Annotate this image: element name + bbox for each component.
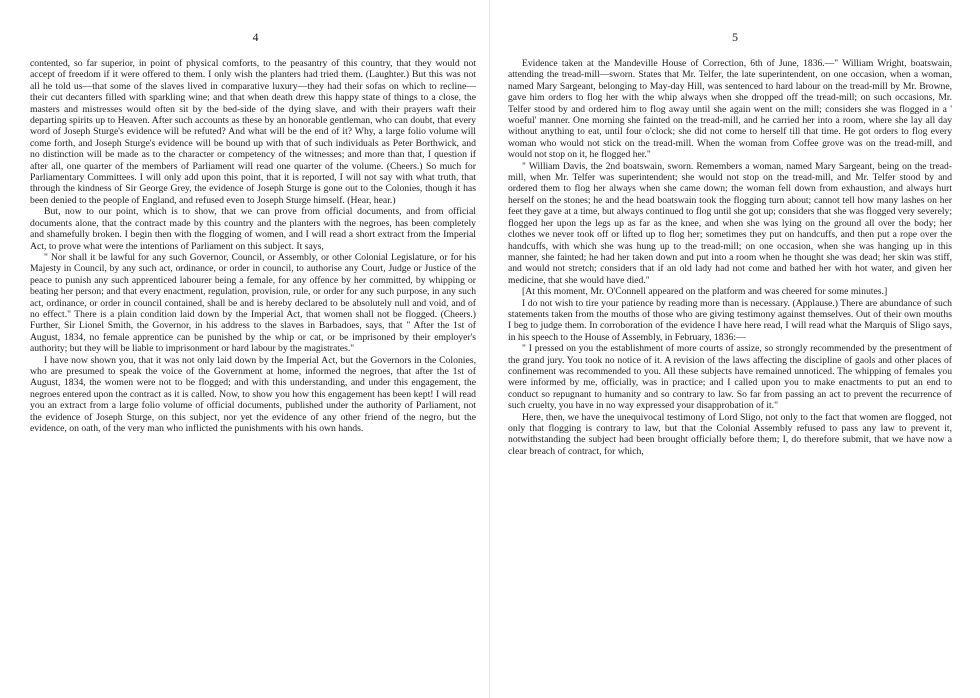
paragraph: contented, so far superior, in point of physical comforts, to the peasantry of this country, that they would not accept of freedom if it were offered to them. I only wish the planters had tried them. (Laughter.) But this was not all he told us—that some of the slaves lived in comparative luxury—they had their sofas on which to recline—their cut decanters filled with sparkling wine; and that when death drew this happy state of things to a close, the masters and mistresses would often sit by the bed-side of the dying slave, and with their prayers waft their departing spirits up to Heaven. After such accounts as these by an honorable gentleman, who can doubt, that every word of Joseph Sturge's evidence will be refuted? And what will be the end of it? Why, a large folio volume will come forth, and Joseph Sturge's evidence will be bound up with that of such individuals as Peter Borthwick, and no distinction will be made as to the character or competency of the witnesses; and more than that, I question if after all, one quarter of the members of Parliament will read one quarter of the volume. (Cheers.) So much for Parliamentary Committees. I will only add upon this point, that it is reported, I will not say with what truth, that through the kindness of Sir George Grey, the evidence of Joseph Sturge is gone out to the Colonies, though it has been denied to the people of England, and refused even to Joseph Sturge himself. (Hear, hear.)	[30, 58, 476, 206]
paragraph: Here, then, we have the unequivocal testimony of Lord Sligo, not only to the fact that women are flogged, not only that flogging is contrary to law, but that the Colonial Assembly refused to pass any law to prevent it, notwithstanding the subject had been brought officially before them; I, do therefore submit, that we have now a clear breach of contract, for which,	[508, 411, 952, 457]
quoted-paragraph: " William Davis, the 2nd boatswain, sworn. Remembers a woman, named Mary Sargeant, being on the tread-mill, when Mr. Telfer was superintendent; she would not stop on the tread-mill, and Mr. Telfer stood by and ordered them to flog her always when she came down; the woman fell down from exhaustion, and always hurt herself on the stones; he and the head boatswain took the flogging turn about; cannot tell how many lashes on her feet they gave at a time, but always continued to flog until she got up; considers that she was flogged very severely; flogged her upon the legs up as far as the knee, and when she was lying on the ground all over the body; her clothes we never took off or lifted up to flog her; sometimes they put on handcuffs, and then put a rope over the handcuffs, with which she was hung up to the tread-mill; on one occasion, when she was hanging up in this manner, she fainted; he had her taken down and put into a room when he thought she was dead; her skin was stiff, and would not stretch; considers that if an old lady had not come and bathed her with hot water, and given her medicine, that she would have died."	[508, 160, 952, 286]
page-right	[490, 0, 980, 698]
page-number: 5	[732, 30, 738, 44]
paragraph: I have now shown you, that it was not only laid down by the Imperial Act, but the Governors in the Colonies, who are presumed to speak the voice of the Government at home, informed the negroes, that after the 1st of August, 1834, the women were not to be flogged; and with this understanding, and under this engagement, the negroes entered upon the contract as it is called. Now, to show you how this engagement has been kept! I will read you an extract from a large folio volume of official documents, published under the authority of Parliament, not the evidence of Joseph Sturge, on this subject, nor yet the evidence of any other friend of the negro, but the evidence, on oath, of the very man who inflicted the punishments with his own hands.	[30, 354, 476, 434]
quoted-paragraph: " Nor shall it be lawful for any such Governor, Council, or Assembly, or other Colonial Legislature, or for his Majesty in Council, by any such act, ordinance, or order in council, to authorise any Court, Judge or Justice of the peace to punish any such apprenticed labourer being a female, for any offence by her committed, by whipping or beating her person; and that every enactment, regulation, provision, rule, or order for any such purpose, in any such act, ordinance, or order in council contained, shall be and is hereby declared to be absolutely null and void, and of no effect." There is a plain condition laid down by the Imperial Act, that women shall not be flogged. (Cheers.) Further, Sir Lionel Smith, the Governor, in his address to the slaves in Barbadoes, says, that " After the 1st of August, 1834, no female apprentice can be punished by the whip or cat, or be imprisoned by their employer's authority; but they will be liable to imprisonment or hard labour by the magistrates."	[30, 251, 476, 355]
quoted-paragraph: Evidence taken at the Mandeville House of Correction, 6th of June, 1836.—" William Wright, boatswain, attending the tread-mill—sworn. States that Mr. Telfer, the late superintendent, on one occasion, when a woman, named Mary Sargeant, belonging to May-day Hill, was sentenced to hard labour on the tread-mill by Mr. Browne, gave him orders to flog her with the whip always when she dropped off the tread-mill; on such occasions, Mr. Telfer stood by and ordered him to flog away until she again went on the mill; considers she was flogged in a ' woeful' manner. One morning she fainted on the tread-mill, and he carried her into a room, where she lay all day without anything to eat, until four o'clock; she did not come to herself till that time. He got orders to flog every woman who would not stick on the tread-mill. When the woman from Coffee grove was on the tread-mill, and would not stop on it, he flogged her."	[508, 58, 952, 161]
paragraph: I do not wish to tire your patience by reading more than is necessary. (Applause.) There are abundance of such statements taken from the mouths of those who are giving testimony against themselves. Out of their own mouths I beg to judge them. In corroboration of the evidence I have here read, I will read what the Marquis of Sligo says, in his speech to the House of Assembly, in February, 1836:—	[508, 297, 952, 343]
quoted-paragraph: " I pressed on you the establishment of more courts of assize, so strongly recommended by the presentment of the grand jury. You took no notice of it. A revision of the laws affecting the discipline of gaols and other places of confinement was recommended to you. All these subjects have remained unnoticed. The whipping of females you were informed by me, officially, was in practice; and I called upon you to make enactments to put an end to conduct so repugnant to humanity and so contrary to law. So far from passing an act to prevent the recurrence of such cruelty, you have in no way expressed your disapprobation of it."	[508, 343, 952, 412]
page-number: 4	[252, 30, 259, 44]
paragraph: But, now to our point, which is to show, that we can prove from official documents, and from official documents alone, that the contract made by this country and the planters with the negroes, has been completely and shamefully broken. I begin then with the flogging of women, and I will read a short extract from the Imperial Act, to prove what were the intentions of Parliament on this subject. It says,	[30, 206, 476, 252]
paragraph: [At this moment, Mr. O'Connell appeared on the platform and was cheered for some minutes.]	[522, 286, 888, 298]
